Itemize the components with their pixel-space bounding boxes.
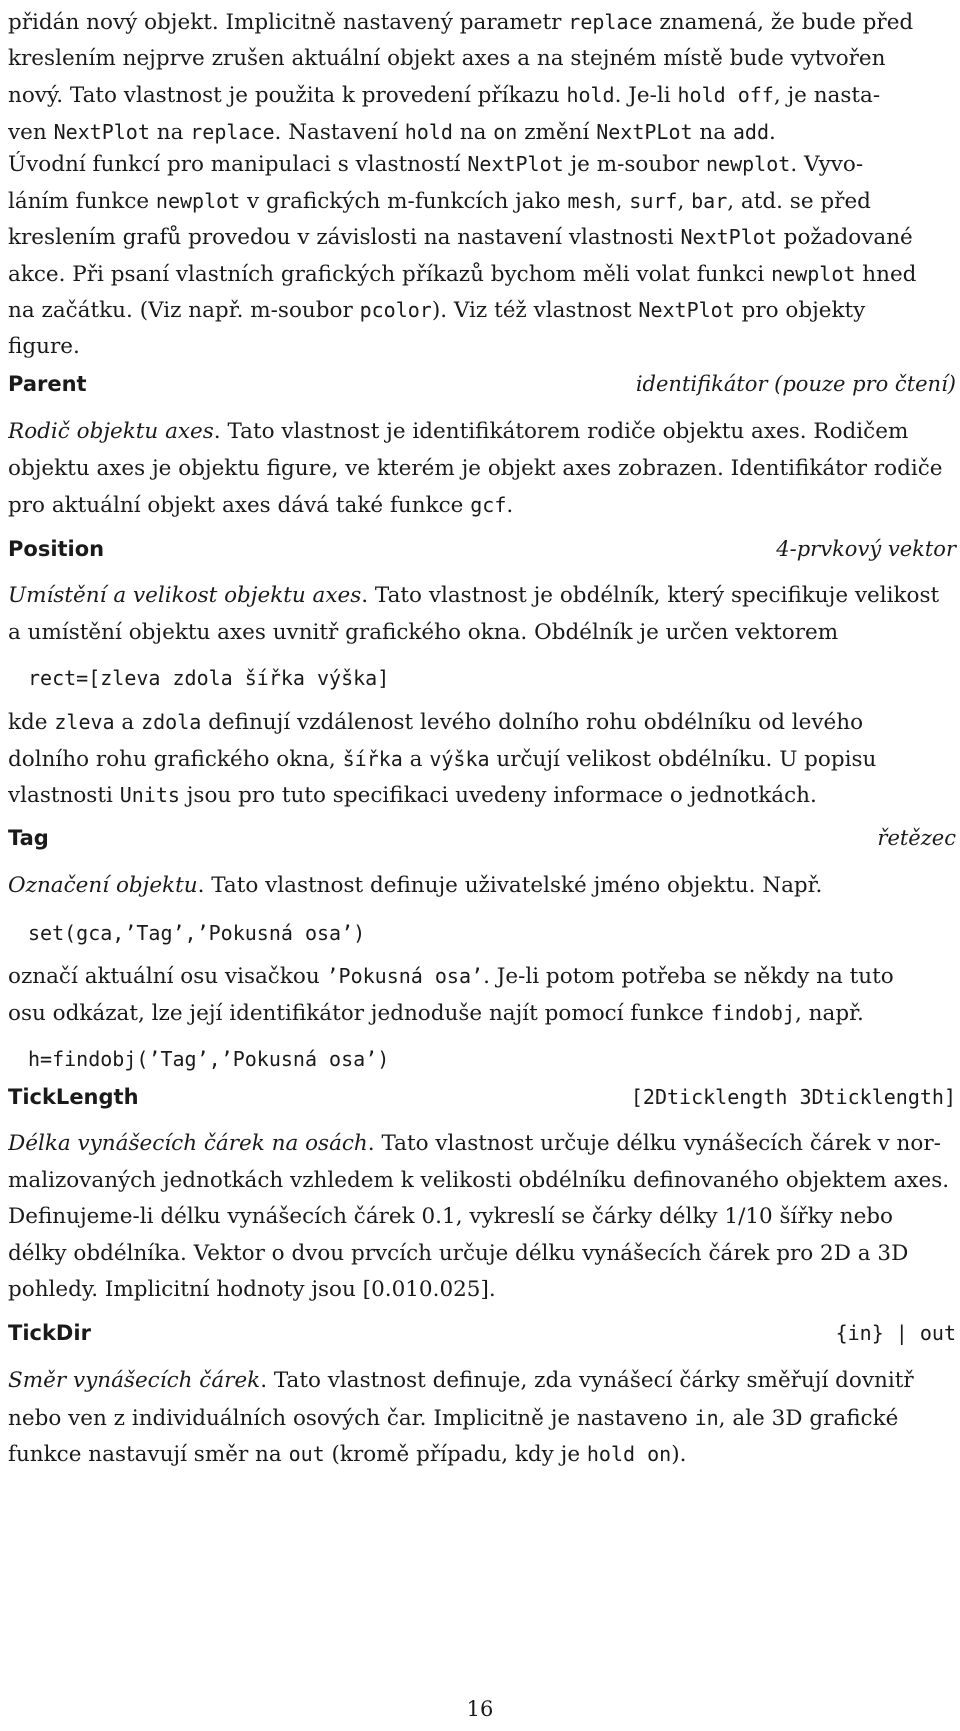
property-heading-tickdir xyxy=(8,1314,956,1352)
property-name: Parent xyxy=(8,372,87,396)
text-line: láním funkce newplot v grafických m-funkcích jako mesh, surf, bar, atd. se před xyxy=(8,188,871,214)
text-line: vlastnosti Units jsou pro tuto specifikaci uvedeny informace o jednotkách. xyxy=(8,783,817,809)
position-description xyxy=(8,578,956,651)
tickdir-description xyxy=(8,1363,956,1473)
text-line: pro aktuální objekt axes dává také funkce gcf. xyxy=(8,493,514,519)
text-line: nebo ven z individuálních osových čar. Implicitně je nastaveno in, ale 3D grafické xyxy=(8,1405,899,1431)
text-line: Úvodní funkcí pro manipulaci s vlastností NextPlot je m-soubor newplot. Vyvo- xyxy=(8,152,864,177)
text-line: malizovaných jednotkách vzhledem k velikosti obdélníku definovaného objektem axes. xyxy=(8,1167,950,1193)
tag-description-cont xyxy=(8,958,956,1031)
property-name: TickLength xyxy=(8,1085,139,1109)
text-line: figure. xyxy=(8,333,80,359)
property-heading-tag xyxy=(8,819,956,857)
text-line: dolního rohu grafického okna, šířka a výška určují velikost obdélníku. U popisu xyxy=(8,746,877,772)
position-description-cont xyxy=(8,704,956,814)
property-type: identifikátor (pouze pro čtení) xyxy=(635,372,956,396)
text-line: Označení objektu. Tato vlastnost definuje uživatelské jméno objektu. Např. xyxy=(8,873,823,898)
property-type: 4-prvkový vektor xyxy=(776,537,956,561)
text-line: pohledy. Implicitní hodnoty jsou [0.010.025]. xyxy=(8,1277,496,1303)
text-line: funkce nastavují směr na out (kromě případu, kdy je hold on). xyxy=(8,1442,687,1468)
text-line: kde zleva a zdola definují vzdálenost levého dolního rohu obdélníku od levého xyxy=(8,710,864,735)
property-type: řetězec xyxy=(877,826,956,850)
text-line: Umístění a velikost objektu axes. Tato vlastnost je obdélník, který specifikuje velikost xyxy=(8,583,940,608)
text-line: nový. Tato vlastnost je použita k provedení příkazu hold. Je-li hold off, je nasta- xyxy=(8,83,881,109)
text-line: kreslením nejprve zrušen aktuální objekt axes a na stejném místě bude vytvořen xyxy=(8,45,886,71)
property-heading-parent xyxy=(8,365,956,403)
text-line: ven NextPlot na replace. Nastavení hold na on změní NextPLot na add. xyxy=(8,119,776,145)
parent-description xyxy=(8,414,956,524)
text-line: akce. Při psaní vlastních grafických příkazů bychom měli volat funkci newplot hned xyxy=(8,261,917,287)
text-line: Rodič objektu axes. Tato vlastnost je identifikátorem rodiče objektu axes. Rodičem xyxy=(8,419,909,444)
text-line: označí aktuální osu visačkou ’Pokusná osa’. Je-li potom potřeba se někdy na tuto xyxy=(8,964,894,989)
property-name: TickDir xyxy=(8,1321,91,1345)
text-line: osu odkázat, lze její identifikátor jednoduše najít pomocí funkce findobj, např. xyxy=(8,1000,864,1026)
text-line: Směr vynášecích čárek. Tato vlastnost definuje, zda vynášecí čárky směřují dovnitř xyxy=(8,1368,914,1393)
property-heading-ticklength xyxy=(8,1078,956,1116)
tag-description xyxy=(8,868,956,905)
ticklength-description xyxy=(8,1126,956,1309)
text-line: kreslením grafů provedou v závislosti na nastavení vlastnosti NextPlot požadované xyxy=(8,225,913,251)
text-line: Definujeme-li délku vynášecích čárek 0.1, vykreslí se čárky délky 1/10 šířky nebo xyxy=(8,1204,893,1230)
text-line: objektu axes je objektu figure, ve kterém je objekt axes zobrazen. Identifikátor rodiče xyxy=(8,455,943,481)
text-line: na začátku. (Viz např. m-soubor pcolor). Viz též vlastnost NextPlot pro objekty xyxy=(8,298,866,324)
code-example: set(gca,’Tag’,’Pokusná osa’) xyxy=(28,921,366,945)
code-example: rect=[zleva zdola šířka výška] xyxy=(28,666,390,690)
nextplot-description xyxy=(8,4,956,150)
property-name: Tag xyxy=(8,826,49,850)
property-type: [2Dticklength 3Dticklength] xyxy=(630,1085,956,1109)
property-name: Position xyxy=(8,537,105,561)
property-heading-position xyxy=(8,530,956,568)
page-number: 16 xyxy=(466,1697,494,1721)
newplot-description xyxy=(8,146,956,366)
code-example: h=findobj(’Tag’,’Pokusná osa’) xyxy=(28,1047,390,1071)
text-line: a umístění objektu axes uvnitř grafického okna. Obdélník je určen vektorem xyxy=(8,619,839,645)
text-line: přidán nový objekt. Implicitně nastavený parametr replace znamená, že bude před xyxy=(8,10,914,35)
text-line: délky obdélníka. Vektor o dvou prvcích určuje délku vynášecích čárek pro 2D a 3D xyxy=(8,1240,909,1266)
text-line: Délka vynášecích čárek na osách. Tato vlastnost určuje délku vynášecích čárek v nor- xyxy=(8,1131,941,1156)
property-type: {in} | out xyxy=(835,1321,956,1345)
